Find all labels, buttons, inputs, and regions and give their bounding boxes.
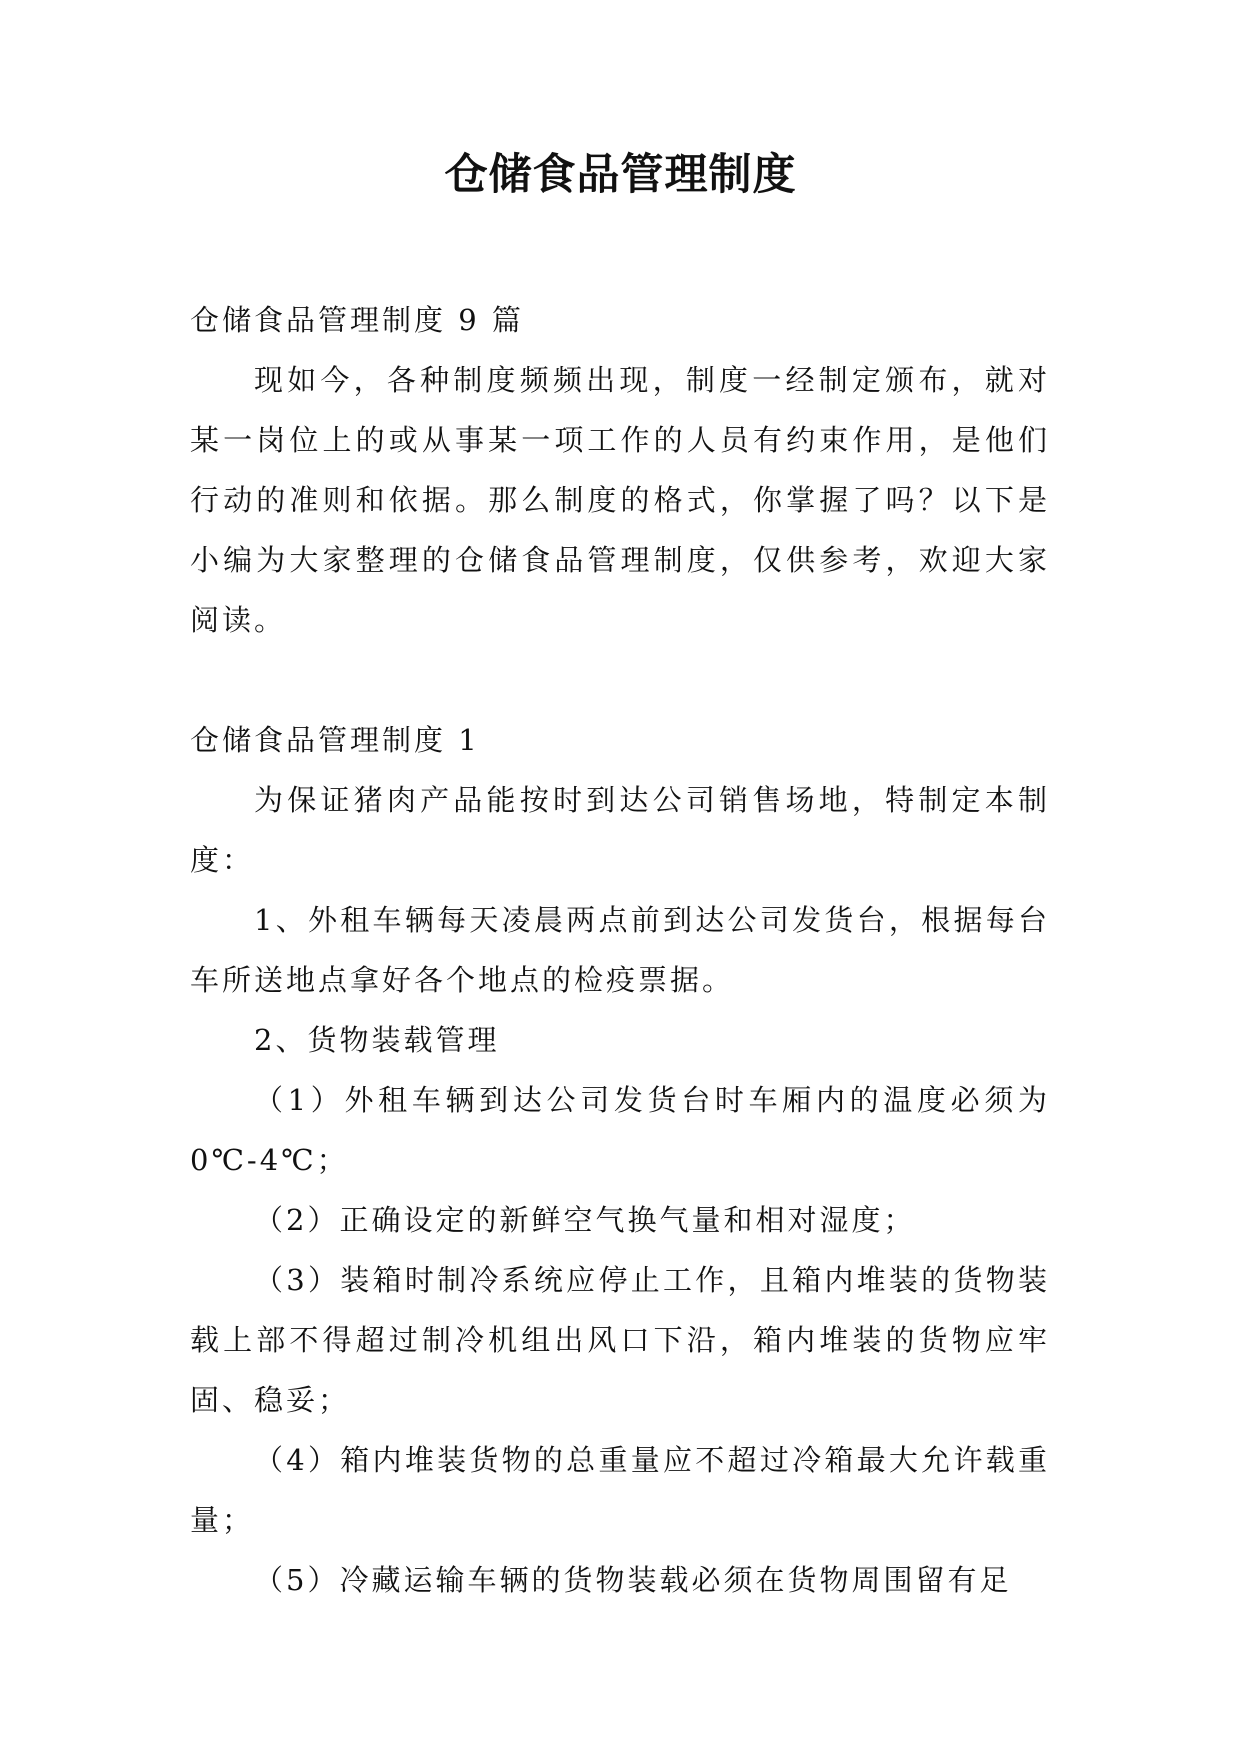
document-body xyxy=(190,290,1050,1610)
body-paragraph: （2）正确设定的新鲜空气换气量和相对湿度； xyxy=(254,1203,916,1237)
intro-paragraph: 现如今，各种制度频频出现，制度一经制定颁布，就对某一岗位上的或从事某一项工作的人员有约束作用，是他们行动的准则和依据。那么制度的格式，你掌握了吗？以下是小编为大家整理的仓储食品管理制度，仅供参考，欢迎大家阅读。 xyxy=(190,363,1050,637)
document-title: 仓储食品管理制度 xyxy=(444,150,797,200)
document-subtitle: 仓储食品管理制度 9 篇 xyxy=(190,303,524,337)
body-paragraph: （1）外租车辆到达公司发货台时车厢内的温度必须为0℃-4℃； xyxy=(190,1083,1050,1177)
body-paragraph: 1、外租车辆每天凌晨两点前到达公司发货台，根据每台车所送地点拿好各个地点的检疫票据。 xyxy=(190,903,1050,997)
body-paragraph: （4）箱内堆装货物的总重量应不超过冷箱最大允许载重量； xyxy=(190,1443,1050,1537)
section-spacer xyxy=(190,650,1050,710)
section-heading: 仓储食品管理制度 1 xyxy=(190,723,480,757)
body-paragraph: 为保证猪肉产品能按时到达公司销售场地，特制定本制度： xyxy=(190,783,1050,877)
body-paragraph: 2、货物装载管理 xyxy=(254,1023,500,1057)
body-paragraph: （3）装箱时制冷系统应停止工作，且箱内堆装的货物装载上部不得超过制冷机组出风口下沿，箱内堆装的货物应牢固、稳妥； xyxy=(190,1263,1050,1417)
body-paragraph: （5）冷藏运输车辆的货物装载必须在货物周围留有足 xyxy=(254,1563,1012,1597)
